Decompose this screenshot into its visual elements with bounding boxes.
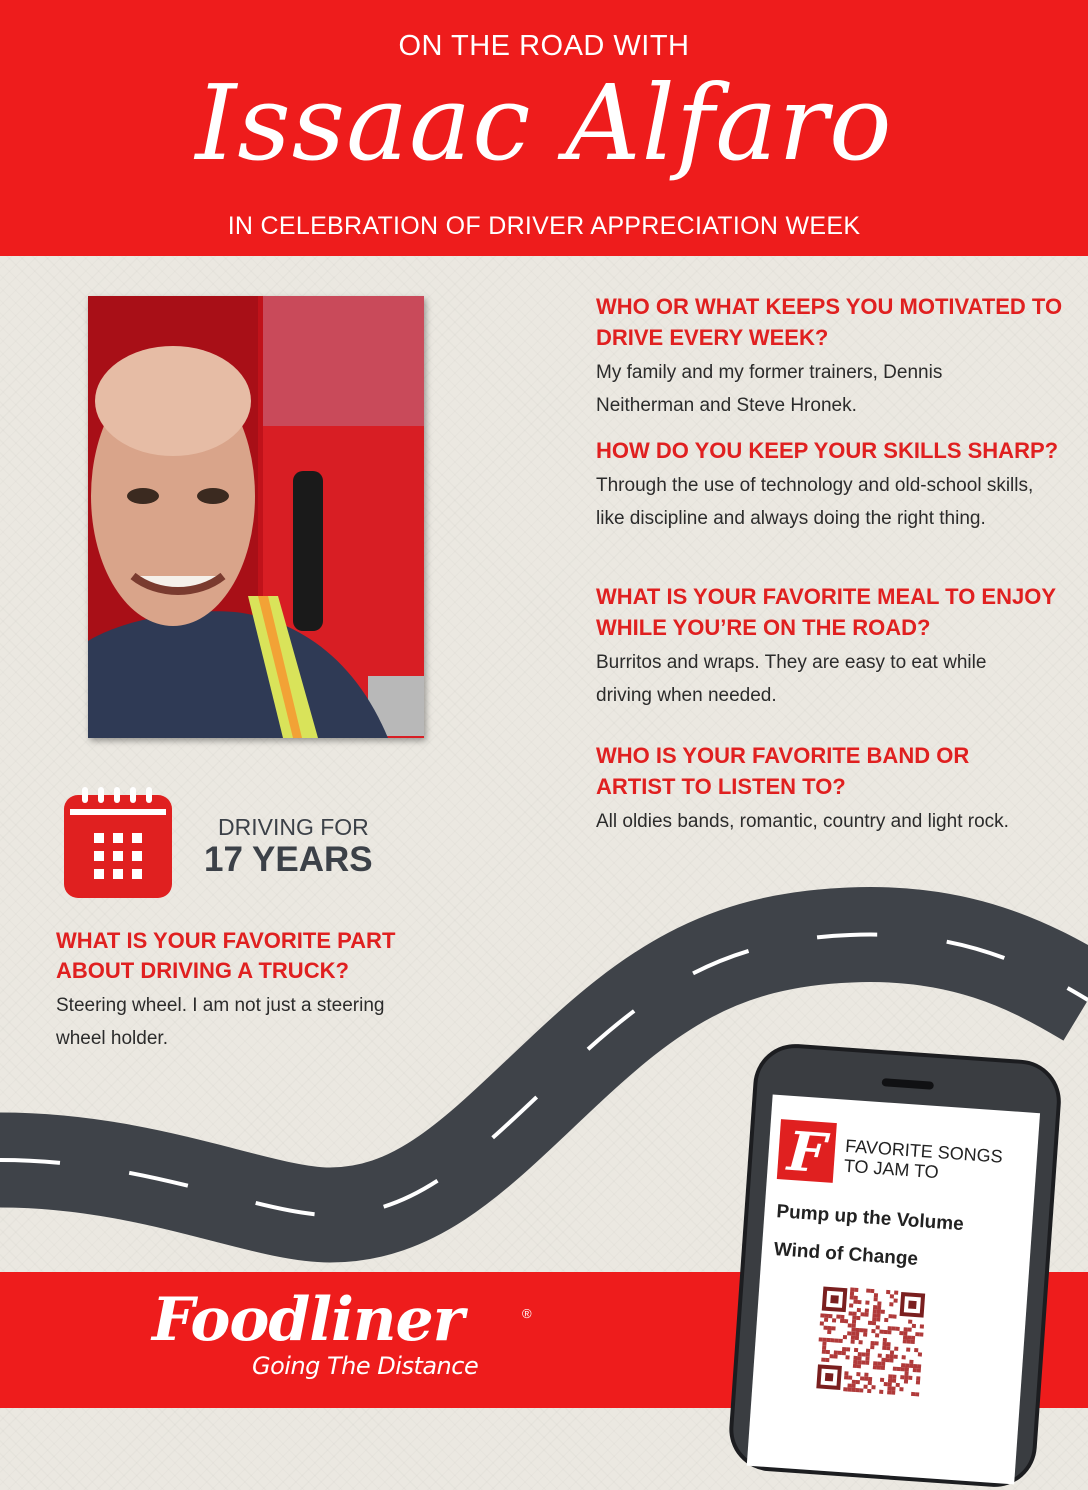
phone-graphic xyxy=(727,1041,1064,1481)
calendar-icon xyxy=(62,785,174,900)
tagline: Going The Distance xyxy=(252,1352,479,1380)
registered-mark: ® xyxy=(522,1306,532,1321)
subtitle: IN CELEBRATION OF DRIVER APPRECIATION WEEK xyxy=(227,212,861,240)
question: WHAT IS YOUR FAVORITE PART ABOUT DRIVING A TRUCK? xyxy=(56,928,396,983)
answer: Steering wheel. I am not just a steering wheel holder. xyxy=(56,995,385,1049)
driver-photo xyxy=(88,296,424,738)
answer: Burritos and wraps. They are easy to eat while driving when needed. xyxy=(596,652,987,706)
question: HOW DO YOU KEEP YOUR SKILLS SHARP? xyxy=(596,438,1059,463)
header-banner xyxy=(0,0,1088,256)
songs-title: FAVORITE SONGS TO JAM TO xyxy=(843,1135,1004,1183)
phone-speaker xyxy=(882,1078,934,1090)
qa-favorite-part xyxy=(56,926,446,1055)
answer: My family and my former trainers, Dennis Neitherman and Steve Hronek. xyxy=(596,362,943,416)
answer: Through the use of technology and old-school skills, like discipline and always doing the right thing. xyxy=(596,475,1034,529)
qa-skills xyxy=(596,435,1066,535)
question: WHO OR WHAT KEEPS YOU MOTIVATED TO DRIVE EVERY WEEK? xyxy=(596,294,1063,350)
answer: All oldies bands, romantic, country and light rock. xyxy=(596,811,1009,832)
driving-years: 17 YEARS xyxy=(204,840,373,879)
brand-logo: Foodliner xyxy=(152,1285,464,1355)
driver-name: Issaac Alfaro xyxy=(195,62,893,184)
song-item: Pump up the Volume xyxy=(775,1201,965,1236)
driving-label: DRIVING FOR xyxy=(218,814,369,840)
phone-body xyxy=(727,1041,1064,1489)
song-item: Wind of Change xyxy=(773,1239,919,1271)
qa-band xyxy=(596,740,1026,838)
qa-meal xyxy=(596,581,1066,712)
phone-screen xyxy=(747,1095,1040,1485)
pre-title: ON THE ROAD WITH xyxy=(398,30,690,62)
question: WHAT IS YOUR FAVORITE MEAL TO ENJOY WHILE YOU’RE ON THE ROAD? xyxy=(596,584,1056,640)
foodliner-f-logo: F xyxy=(777,1119,837,1183)
qa-motivation xyxy=(596,291,1066,422)
qr-code-icon xyxy=(814,1284,927,1397)
question: WHO IS YOUR FAVORITE BAND OR ARTIST TO LISTEN TO? xyxy=(596,743,970,799)
